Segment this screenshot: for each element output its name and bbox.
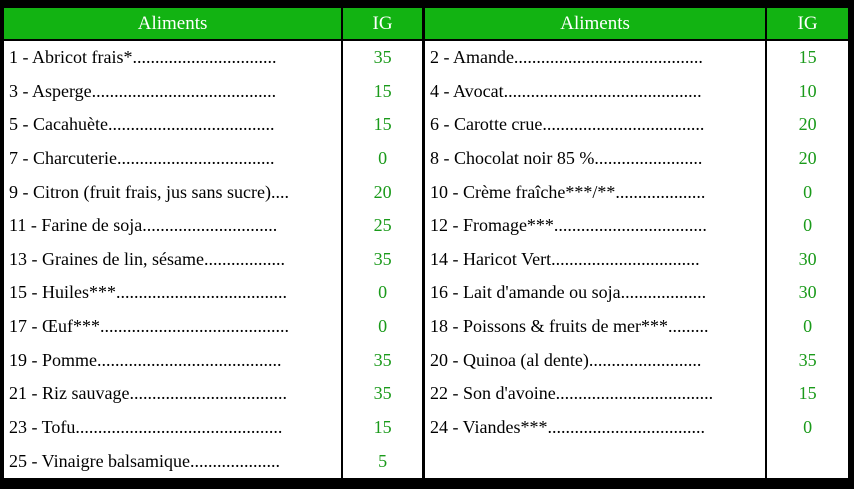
right-food-name: 20 - Quinoa (al dente).........................	[425, 343, 765, 377]
right-ig-value: 0	[765, 310, 848, 344]
right-ig-value: 15	[765, 41, 848, 75]
right-ig-value: 15	[765, 377, 848, 411]
right-ig-value: 20	[765, 142, 848, 176]
left-food-name: 5 - Cacahuète.....................................	[4, 108, 341, 142]
table-row	[4, 310, 848, 344]
right-ig-value: 10	[765, 75, 848, 109]
right-ig-value: 35	[765, 343, 848, 377]
right-food-name: 16 - Lait d'amande ou soja...................	[425, 276, 765, 310]
table-row	[4, 75, 848, 109]
table-row	[4, 175, 848, 209]
table-body	[4, 41, 848, 478]
right-ig-value: 30	[765, 243, 848, 277]
left-ig-value: 15	[341, 75, 422, 109]
right-food-name: 8 - Chocolat noir 85 %........................	[425, 142, 765, 176]
table-row	[4, 377, 848, 411]
left-food-name: 19 - Pomme.........................................	[4, 343, 341, 377]
header-left-ig: IG	[341, 8, 422, 41]
left-ig-value: 25	[341, 209, 422, 243]
table-row	[4, 108, 848, 142]
right-food-name: 22 - Son d'avoine...................................	[425, 377, 765, 411]
right-food-name: 14 - Haricot Vert.................................	[425, 243, 765, 277]
right-ig-value: 0	[765, 411, 848, 445]
food-gi-table	[4, 8, 848, 478]
table-row	[4, 243, 848, 277]
table-row	[4, 343, 848, 377]
table-row	[4, 209, 848, 243]
right-food-name: 18 - Poissons & fruits de mer***.........	[425, 310, 765, 344]
left-ig-value: 20	[341, 175, 422, 209]
table-row	[4, 142, 848, 176]
left-ig-value: 15	[341, 108, 422, 142]
left-food-name: 21 - Riz sauvage...................................	[4, 377, 341, 411]
left-food-name: 17 - Œuf***..........................................	[4, 310, 341, 344]
header-right-aliments: Aliments	[425, 8, 765, 41]
table-row	[4, 411, 848, 445]
right-food-name: 6 - Carotte crue....................................	[425, 108, 765, 142]
right-ig-value: 20	[765, 108, 848, 142]
right-ig-value: 30	[765, 276, 848, 310]
right-ig-value	[765, 444, 848, 478]
left-ig-value: 0	[341, 276, 422, 310]
right-food-name: 24 - Viandes***...................................	[425, 411, 765, 445]
header-right-ig: IG	[765, 8, 848, 41]
left-food-name: 11 - Farine de soja..............................	[4, 209, 341, 243]
left-food-name: 15 - Huiles***......................................	[4, 276, 341, 310]
right-food-name: 4 - Avocat............................................	[425, 75, 765, 109]
left-ig-value: 35	[341, 343, 422, 377]
left-food-name: 3 - Asperge.........................................	[4, 75, 341, 109]
left-ig-value: 15	[341, 411, 422, 445]
left-food-name: 13 - Graines de lin, sésame..................	[4, 243, 341, 277]
left-ig-value: 5	[341, 444, 422, 478]
right-ig-value: 0	[765, 209, 848, 243]
right-ig-value: 0	[765, 175, 848, 209]
right-food-name: 2 - Amande..........................................	[425, 41, 765, 75]
table-row	[4, 41, 848, 75]
right-food-name: 12 - Fromage***..................................	[425, 209, 765, 243]
left-ig-value: 35	[341, 41, 422, 75]
right-food-name: 10 - Crème fraîche***/**....................	[425, 175, 765, 209]
left-food-name: 9 - Citron (fruit frais, jus sans sucre)....	[4, 175, 341, 209]
left-food-name: 7 - Charcuterie...................................	[4, 142, 341, 176]
table-header-row	[4, 8, 848, 41]
header-left-aliments: Aliments	[4, 8, 341, 41]
left-food-name: 25 - Vinaigre balsamique....................	[4, 444, 341, 478]
left-ig-value: 0	[341, 310, 422, 344]
table-row	[4, 276, 848, 310]
left-ig-value: 35	[341, 377, 422, 411]
food-gi-table-frame	[4, 8, 848, 485]
right-food-name	[425, 444, 765, 478]
left-food-name: 23 - Tofu..............................................	[4, 411, 341, 445]
table-row	[4, 444, 848, 478]
left-food-name: 1 - Abricot frais*................................	[4, 41, 341, 75]
left-ig-value: 35	[341, 243, 422, 277]
left-ig-value: 0	[341, 142, 422, 176]
